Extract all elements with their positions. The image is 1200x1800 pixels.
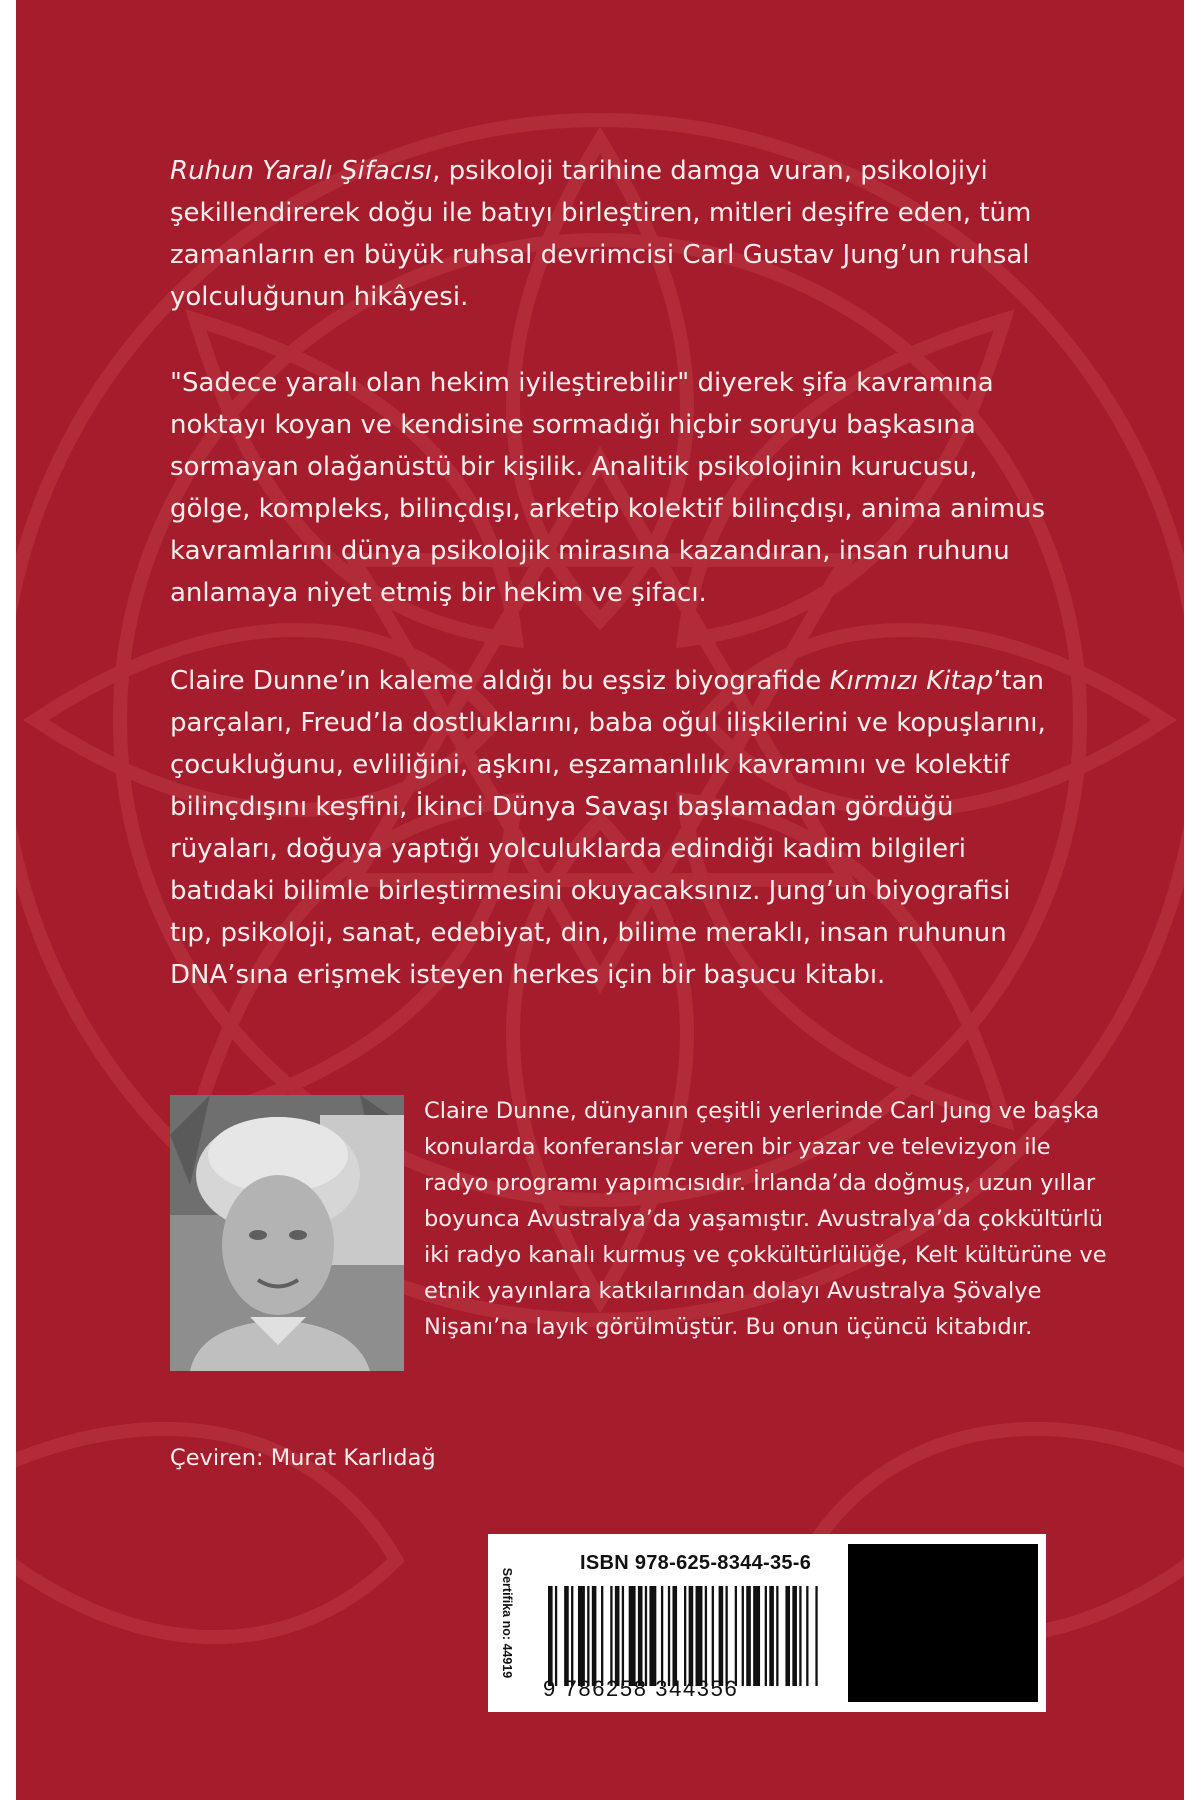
description-paragraph-1 xyxy=(170,150,1050,318)
barcode-panel xyxy=(488,1534,1046,1712)
red-book-title: Kırmızı Kitap xyxy=(829,666,994,696)
description-paragraph-3-body: ’tan parçaları, Freud’la dostluklarını, baba oğul ilişkilerini ve kopuşlarını, çocukluğunu, evliliğini, aşkını, eşzamanlılık kavramını ve kolektif bilinçdışını keşfini, İkinci Dünya Savaşı başlamadan gördüğü rüyaları, doğuya yaptığı yolculuklarda edindiği kadim bilgileri batıdaki bilimle birleştirmesini okuyacaksınız. Jung’un biyografisi tıp, psikoloji, sanat, edebiyat, din, bilime meraklı, insan ruhunun DNA’sına erişmek isteyen herkes için bir başucu kitabı. xyxy=(170,666,1046,990)
author-photo xyxy=(170,1095,404,1371)
barcode-digits: 9 786258 344356 xyxy=(543,1676,739,1701)
price-box xyxy=(848,1544,1038,1702)
book-title: Ruhun Yaralı Şifacısı xyxy=(170,156,433,186)
back-cover xyxy=(16,0,1184,1800)
translator-credit: Çeviren: Murat Karlıdağ xyxy=(170,1445,436,1471)
author-bio: Claire Dunne, dünyanın çeşitli yerlerinde Carl Jung ve başka konularda konferanslar veren bir yazar ve televizyon ile radyo programı yapımcısıdır. İrlanda’da doğmuş, uzun yıllar boyunca Avustralya’da yaşamıştır. Avustralya’da çokkültürlü iki radyo kanalı kurmuş ve çokkültürlülüğe, Kelt kültürüne ve etnik yayınlara katkılarından dolayı Avustralya Şövalye Nişanı’na layık görülmüştür. Bu onun üçüncü kitabıdır. xyxy=(424,1098,1107,1340)
description-paragraph-3-intro: Claire Dunne’ın kaleme aldığı bu eşsiz biyografide xyxy=(170,666,830,696)
certificate-number: Sertifika no: 44919 xyxy=(500,1567,514,1679)
barcode xyxy=(548,1586,820,1686)
isbn-label: ISBN 978-625-8344-35-6 xyxy=(580,1552,812,1574)
description-paragraph-1-body: , psikoloji tarihine damga vuran, psikolojiyi şekillendirerek doğu ile batıyı birleştiren, mitleri deşifre eden, tüm zamanların en büyük ruhsal devrimcisi Carl Gustav Jung’un ruhsal yolculuğunun hikâyesi. xyxy=(170,156,1032,312)
description-paragraph-2: "Sadece yaralı olan hekim iyileştirebilir" diyerek şifa kavramına noktayı koyan ve kendisine sormadığı hiçbir soruyu başkasına sormayan olağanüstü bir kişilik. Analitik psikolojinin kurucusu, gölge, kompleks, bilinçdışı, arketip kolektif bilinçdışı, anima animus kavramlarını dünya psikolojik mirasına kazandıran, insan ruhunu anlamaya niyet etmiş bir hekim ve şifacı. xyxy=(170,368,1046,608)
description-paragraph-3 xyxy=(170,660,1050,996)
